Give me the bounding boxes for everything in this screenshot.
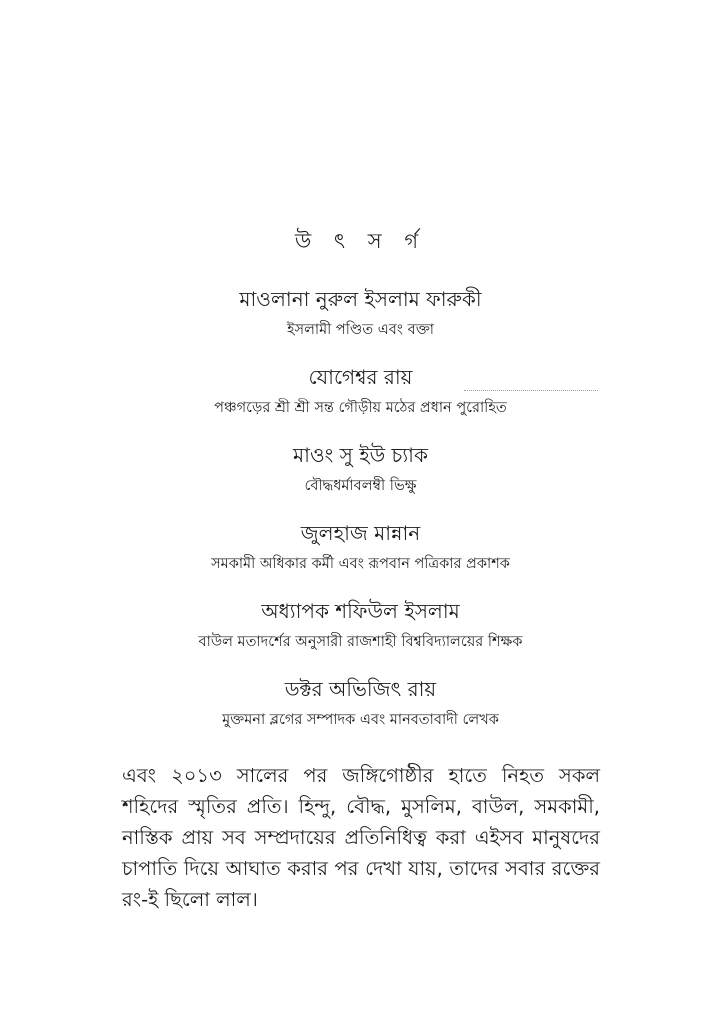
- dedication-entry: [0, 672, 721, 750]
- dedication-paragraph: এবং ২০১৩ সালের পর জঙ্গিগোষ্ঠীর হাতে নিহত সকল শহিদের স্মৃতির প্রতি। হিন্দু, বৌদ্ধ, মুসলিম, বাউল, সমকামী, নাস্তিক প্রায় সব সম্প্রদায়ের প্রতিনিধিত্ব করা এইসব মানুষদের চাপাতি দিয়ে আঘাত করার পর দেখা যায়, তাদের সবার রক্তের রং-ই ছিলো লাল।: [122, 764, 600, 911]
- dedication-description: পঞ্চগড়ের শ্রী শ্রী সন্ত গৌড়ীয় মঠের প্রধান পুরোহিত: [214, 400, 507, 416]
- dedication-entry: [0, 516, 721, 594]
- dedication-description: ইসলামী পণ্ডিত এবং বক্তা: [286, 322, 435, 338]
- dedication-name: মাওং সু ইউ চ্যাক: [293, 443, 428, 467]
- dedication-description: বাউল মতাদর্শের অনুসারী রাজশাহী বিশ্ববিদ্যালয়ের শিক্ষক: [198, 634, 523, 650]
- dotted-divider: [464, 390, 598, 391]
- page-title: উ ৎ স র্গ: [294, 229, 427, 253]
- dedication-list: [0, 282, 721, 750]
- dedication-name: যোগেশ্বর রায়: [308, 365, 413, 389]
- dedication-entry: [0, 438, 721, 516]
- dedication-entry: [0, 594, 721, 672]
- dedication-entry: [0, 282, 721, 360]
- dedication-description: সমকামী অধিকার কর্মী এবং রূপবান পত্রিকার প্রকাশক: [211, 556, 510, 572]
- dedication-entry: [0, 360, 721, 438]
- dedication-description: মুক্তমনা ব্লগের সম্পাদক এবং মানবতাবাদী লেখক: [222, 712, 499, 728]
- dedication-name: মাওলানা নুরুল ইসলাম ফারুকী: [239, 287, 482, 311]
- dedication-name: জুলহাজ মান্নান: [300, 521, 421, 545]
- dedication-description: বৌদ্ধধর্মাবলম্বী ভিক্ষু: [304, 478, 417, 494]
- dedication-name: অধ্যাপক শফিউল ইসলাম: [261, 599, 460, 623]
- dedication-name: ডক্টর অভিজিৎ রায়: [284, 677, 437, 701]
